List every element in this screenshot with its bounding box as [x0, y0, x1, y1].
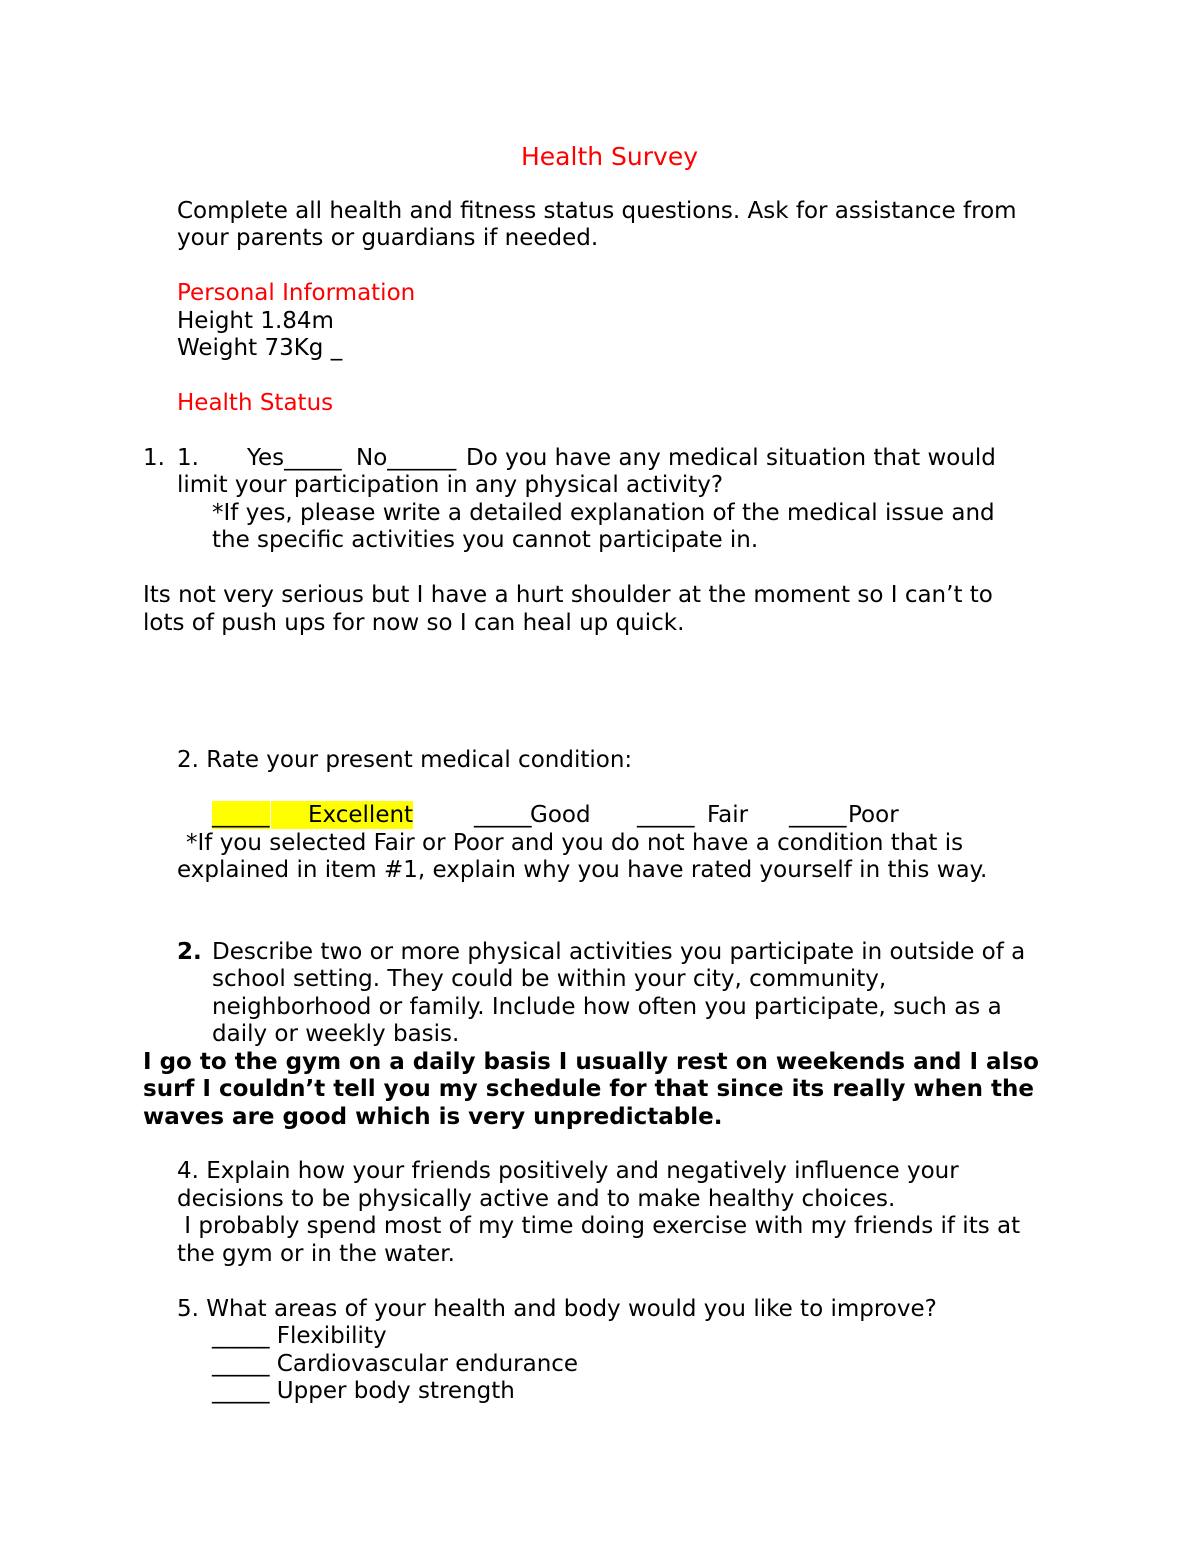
- q2-excellent-gap: [271, 801, 308, 829]
- q3-answer-line-1: I go to the gym on a daily basis I usually rest on weekends and I also: [143, 1049, 1039, 1075]
- q4-answer-line-1: I probably spend most of my time doing exercise with my friends if its at: [177, 1213, 1021, 1239]
- q1-outer-number: 1.: [143, 445, 165, 471]
- q1-inner-number: 1.: [177, 445, 199, 471]
- q2-question: 2. Rate your present medical condition:: [177, 747, 633, 773]
- q3-question-line-1: Describe two or more physical activities you participate in outside of a: [212, 939, 1026, 965]
- q2-excellent-blank[interactable]: _____: [212, 802, 270, 828]
- height-field: Height 1.84m: [177, 308, 334, 334]
- q2-good-blank[interactable]: _____: [474, 802, 532, 828]
- q5-option-upper-body[interactable]: _____ Upper body strength: [212, 1378, 515, 1404]
- q3-answer-line-2: surf I couldn’t tell you my schedule for that since its really when the: [143, 1076, 1035, 1102]
- q3-question-line-4: daily or weekly basis.: [212, 1021, 460, 1047]
- q1-question-line-2: limit your participation in any physical activity?: [177, 472, 724, 498]
- health-status-heading: Health Status: [177, 390, 334, 416]
- page-title: Health Survey: [521, 142, 699, 171]
- q2-note-line-2: explained in item #1, explain why you have rated yourself in this way.: [177, 857, 988, 883]
- q3-answer-line-3: waves are good which is very unpredictable.: [143, 1104, 723, 1130]
- q2-note-line-1: *If you selected Fair or Poor and you do not have a condition that is: [186, 830, 964, 856]
- q1-answer-line-1: Its not very serious but I have a hurt shoulder at the moment so I can’t to: [143, 582, 993, 608]
- q5-question: 5. What areas of your health and body would you like to improve?: [177, 1296, 937, 1322]
- q3-question-line-2: school setting. They could be within your city, community,: [212, 966, 887, 992]
- q3-question-line-3: neighborhood or family. Include how often you participate, such as a: [212, 994, 1002, 1020]
- q4-question-line-1: 4. Explain how your friends positively and negatively influence your: [177, 1158, 959, 1184]
- q5-option-flexibility[interactable]: _____ Flexibility: [212, 1323, 387, 1349]
- q1-note-line-2: the specific activities you cannot participate in.: [212, 527, 759, 553]
- q2-good-label: Good: [530, 802, 591, 828]
- q1-answer-line-2: lots of push ups for now so I can heal up quick.: [143, 610, 685, 636]
- intro-line-2: your parents or guardians if needed.: [177, 225, 599, 251]
- q2-excellent-label: Excellent: [308, 802, 414, 828]
- q2-poor-label: Poor: [848, 802, 899, 828]
- q1-yes-blank[interactable]: Yes_____: [247, 445, 342, 471]
- intro-line-1: Complete all health and fitness status questions. Ask for assistance from: [177, 198, 1017, 224]
- q1-no-blank[interactable]: No______: [356, 445, 457, 471]
- q1-note-line-1: *If yes, please write a detailed explanation of the medical issue and: [212, 500, 995, 526]
- q3-number: 2.: [177, 939, 202, 965]
- q1-question-line-1: Do you have any medical situation that would: [466, 445, 996, 471]
- q2-fair-blank[interactable]: _____: [637, 802, 695, 828]
- q4-question-line-2: decisions to be physically active and to make healthy choices.: [177, 1186, 896, 1212]
- q5-option-cardiovascular[interactable]: _____ Cardiovascular endurance: [212, 1351, 579, 1377]
- weight-field: Weight 73Kg _: [177, 335, 343, 361]
- personal-info-heading: Personal Information: [177, 280, 416, 306]
- q2-fair-label: Fair: [707, 802, 749, 828]
- q2-poor-blank[interactable]: _____: [789, 802, 847, 828]
- q4-answer-line-2: the gym or in the water.: [177, 1241, 455, 1267]
